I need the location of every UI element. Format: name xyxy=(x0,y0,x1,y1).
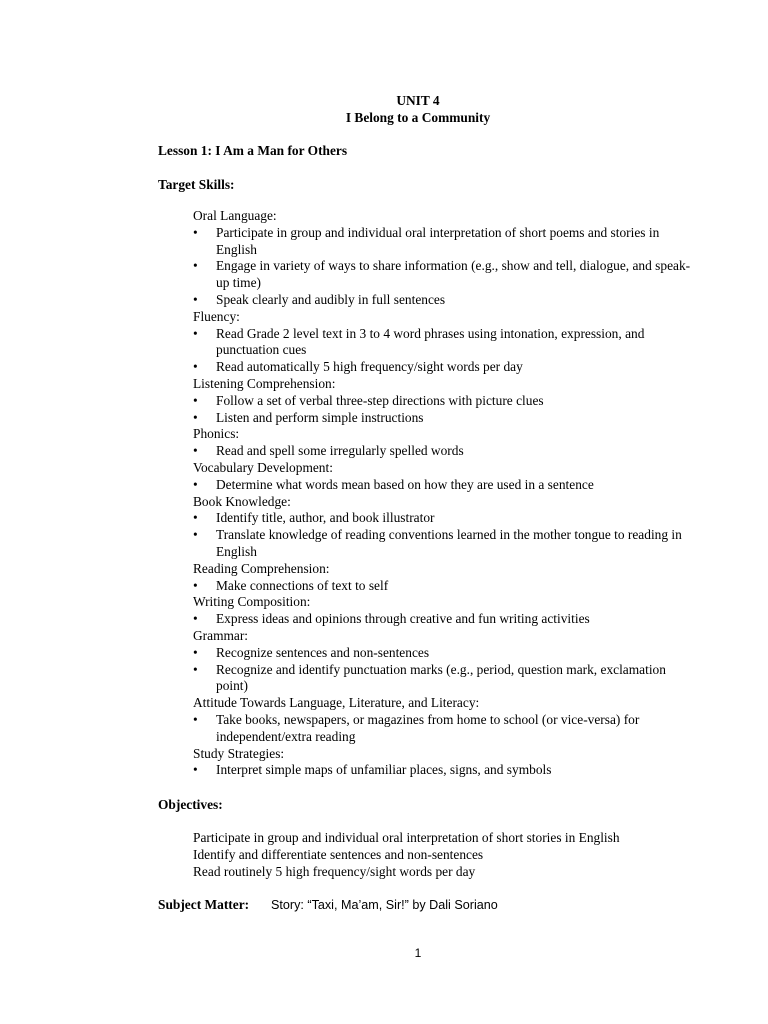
bullet-icon: • xyxy=(193,762,198,778)
skill-category: Phonics: xyxy=(193,426,240,442)
skill-item-text: Engage in variety of ways to share information (e.g., show and tell, dialogue, and speak-up time) xyxy=(216,258,691,291)
skill-category: Study Strategies: xyxy=(193,745,285,761)
skill-category: Attitude Towards Language, Literature, and Literacy: xyxy=(193,695,480,711)
skill-item xyxy=(193,578,693,595)
skill-item-text: Recognize and identify punctuation marks (e.g., period, question mark, exclamation point) xyxy=(216,661,666,694)
skill-item xyxy=(193,510,693,527)
bullet-icon: • xyxy=(193,291,198,307)
skill-category: Oral Language: xyxy=(193,208,277,223)
bullet-icon: • xyxy=(193,644,198,660)
bullet-icon: • xyxy=(193,611,198,627)
bullet-icon: • xyxy=(193,711,198,727)
skill-item-text: Identify title, author, and book illustrator xyxy=(216,510,435,526)
skill-item xyxy=(193,410,693,427)
skill-category: Book Knowledge: xyxy=(193,493,291,509)
subject-matter-value: Story: “Taxi, Ma’am, Sir!” by Dali Soriano xyxy=(271,898,498,912)
skill-category: Listening Comprehension: xyxy=(193,375,336,391)
bullet-icon: • xyxy=(193,409,198,425)
skill-item-text: Read Grade 2 level text in 3 to 4 word phrases using intonation, expression, and punctuation cues xyxy=(216,325,645,358)
bullet-icon: • xyxy=(193,510,198,526)
bullet-icon: • xyxy=(193,527,198,543)
subject-matter-label: Subject Matter: xyxy=(158,897,250,912)
skill-item xyxy=(193,662,693,696)
page-number: 1 xyxy=(414,946,422,960)
skill-item xyxy=(193,326,693,360)
target-skills-list xyxy=(193,208,693,779)
skill-item-text: Interpret simple maps of unfamiliar places, signs, and symbols xyxy=(216,762,552,778)
skill-item xyxy=(193,292,693,309)
skill-item xyxy=(193,258,693,292)
skill-item-text: Determine what words mean based on how they are used in a sentence xyxy=(216,476,594,492)
skill-item xyxy=(193,712,693,746)
skill-item xyxy=(193,443,693,460)
skill-item-text: Translate knowledge of reading conventions learned in the mother tongue to reading in English xyxy=(216,527,682,559)
skill-item xyxy=(193,359,693,376)
bullet-icon: • xyxy=(193,577,198,593)
bullet-icon: • xyxy=(193,258,198,274)
unit-title: I Belong to a Community xyxy=(345,110,491,125)
bullet-icon: • xyxy=(193,359,198,375)
objectives-list xyxy=(193,830,713,880)
bullet-icon: • xyxy=(193,476,198,492)
bullet-icon: • xyxy=(193,224,198,240)
skill-item-text: Speak clearly and audibly in full sentences xyxy=(216,291,446,307)
skill-category: Writing Composition: xyxy=(193,594,311,610)
objective-item: Participate in group and individual oral interpretation of short stories in English xyxy=(193,830,620,845)
skill-item-text: Follow a set of verbal three-step directions with picture clues xyxy=(216,392,544,408)
skill-item-text: Express ideas and opinions through creative and fun writing activities xyxy=(216,611,590,627)
bullet-icon: • xyxy=(193,661,198,677)
objectives-heading: Objectives: xyxy=(158,797,223,812)
lesson-title: Lesson 1: I Am a Man for Others xyxy=(158,143,348,158)
skill-item-text: Participate in group and individual oral interpretation of short poems and stories in English xyxy=(216,224,660,257)
bullet-icon: • xyxy=(193,392,198,408)
objective-item: Read routinely 5 high frequency/sight words per day xyxy=(193,863,476,879)
unit-number: UNIT 4 xyxy=(396,93,440,108)
skill-category: Fluency: xyxy=(193,308,240,324)
skill-item-text: Listen and perform simple instructions xyxy=(216,409,424,425)
bullet-icon: • xyxy=(193,325,198,341)
skill-item xyxy=(193,527,693,561)
skill-category: Grammar: xyxy=(193,627,249,643)
skill-item-text: Read and spell some irregularly spelled words xyxy=(216,443,464,459)
skill-item xyxy=(193,393,693,410)
skill-item xyxy=(193,477,693,494)
skill-item xyxy=(193,762,693,779)
skill-item xyxy=(193,611,693,628)
skill-item xyxy=(193,225,693,259)
objective-item: Identify and differentiate sentences and non-sentences xyxy=(193,846,484,862)
skill-category: Reading Comprehension: xyxy=(193,560,330,576)
skill-item-text: Take books, newspapers, or magazines from home to school (or vice-versa) for independent/extra reading xyxy=(216,711,640,744)
skill-category: Vocabulary Development: xyxy=(193,459,333,475)
skill-item-text: Make connections of text to self xyxy=(216,577,389,593)
target-skills-heading: Target Skills: xyxy=(158,177,235,192)
bullet-icon: • xyxy=(193,443,198,459)
skill-item-text: Read automatically 5 high frequency/sight words per day xyxy=(216,359,523,375)
skill-item xyxy=(193,645,693,662)
subject-matter xyxy=(158,897,498,914)
skill-item-text: Recognize sentences and non-sentences xyxy=(216,644,430,660)
